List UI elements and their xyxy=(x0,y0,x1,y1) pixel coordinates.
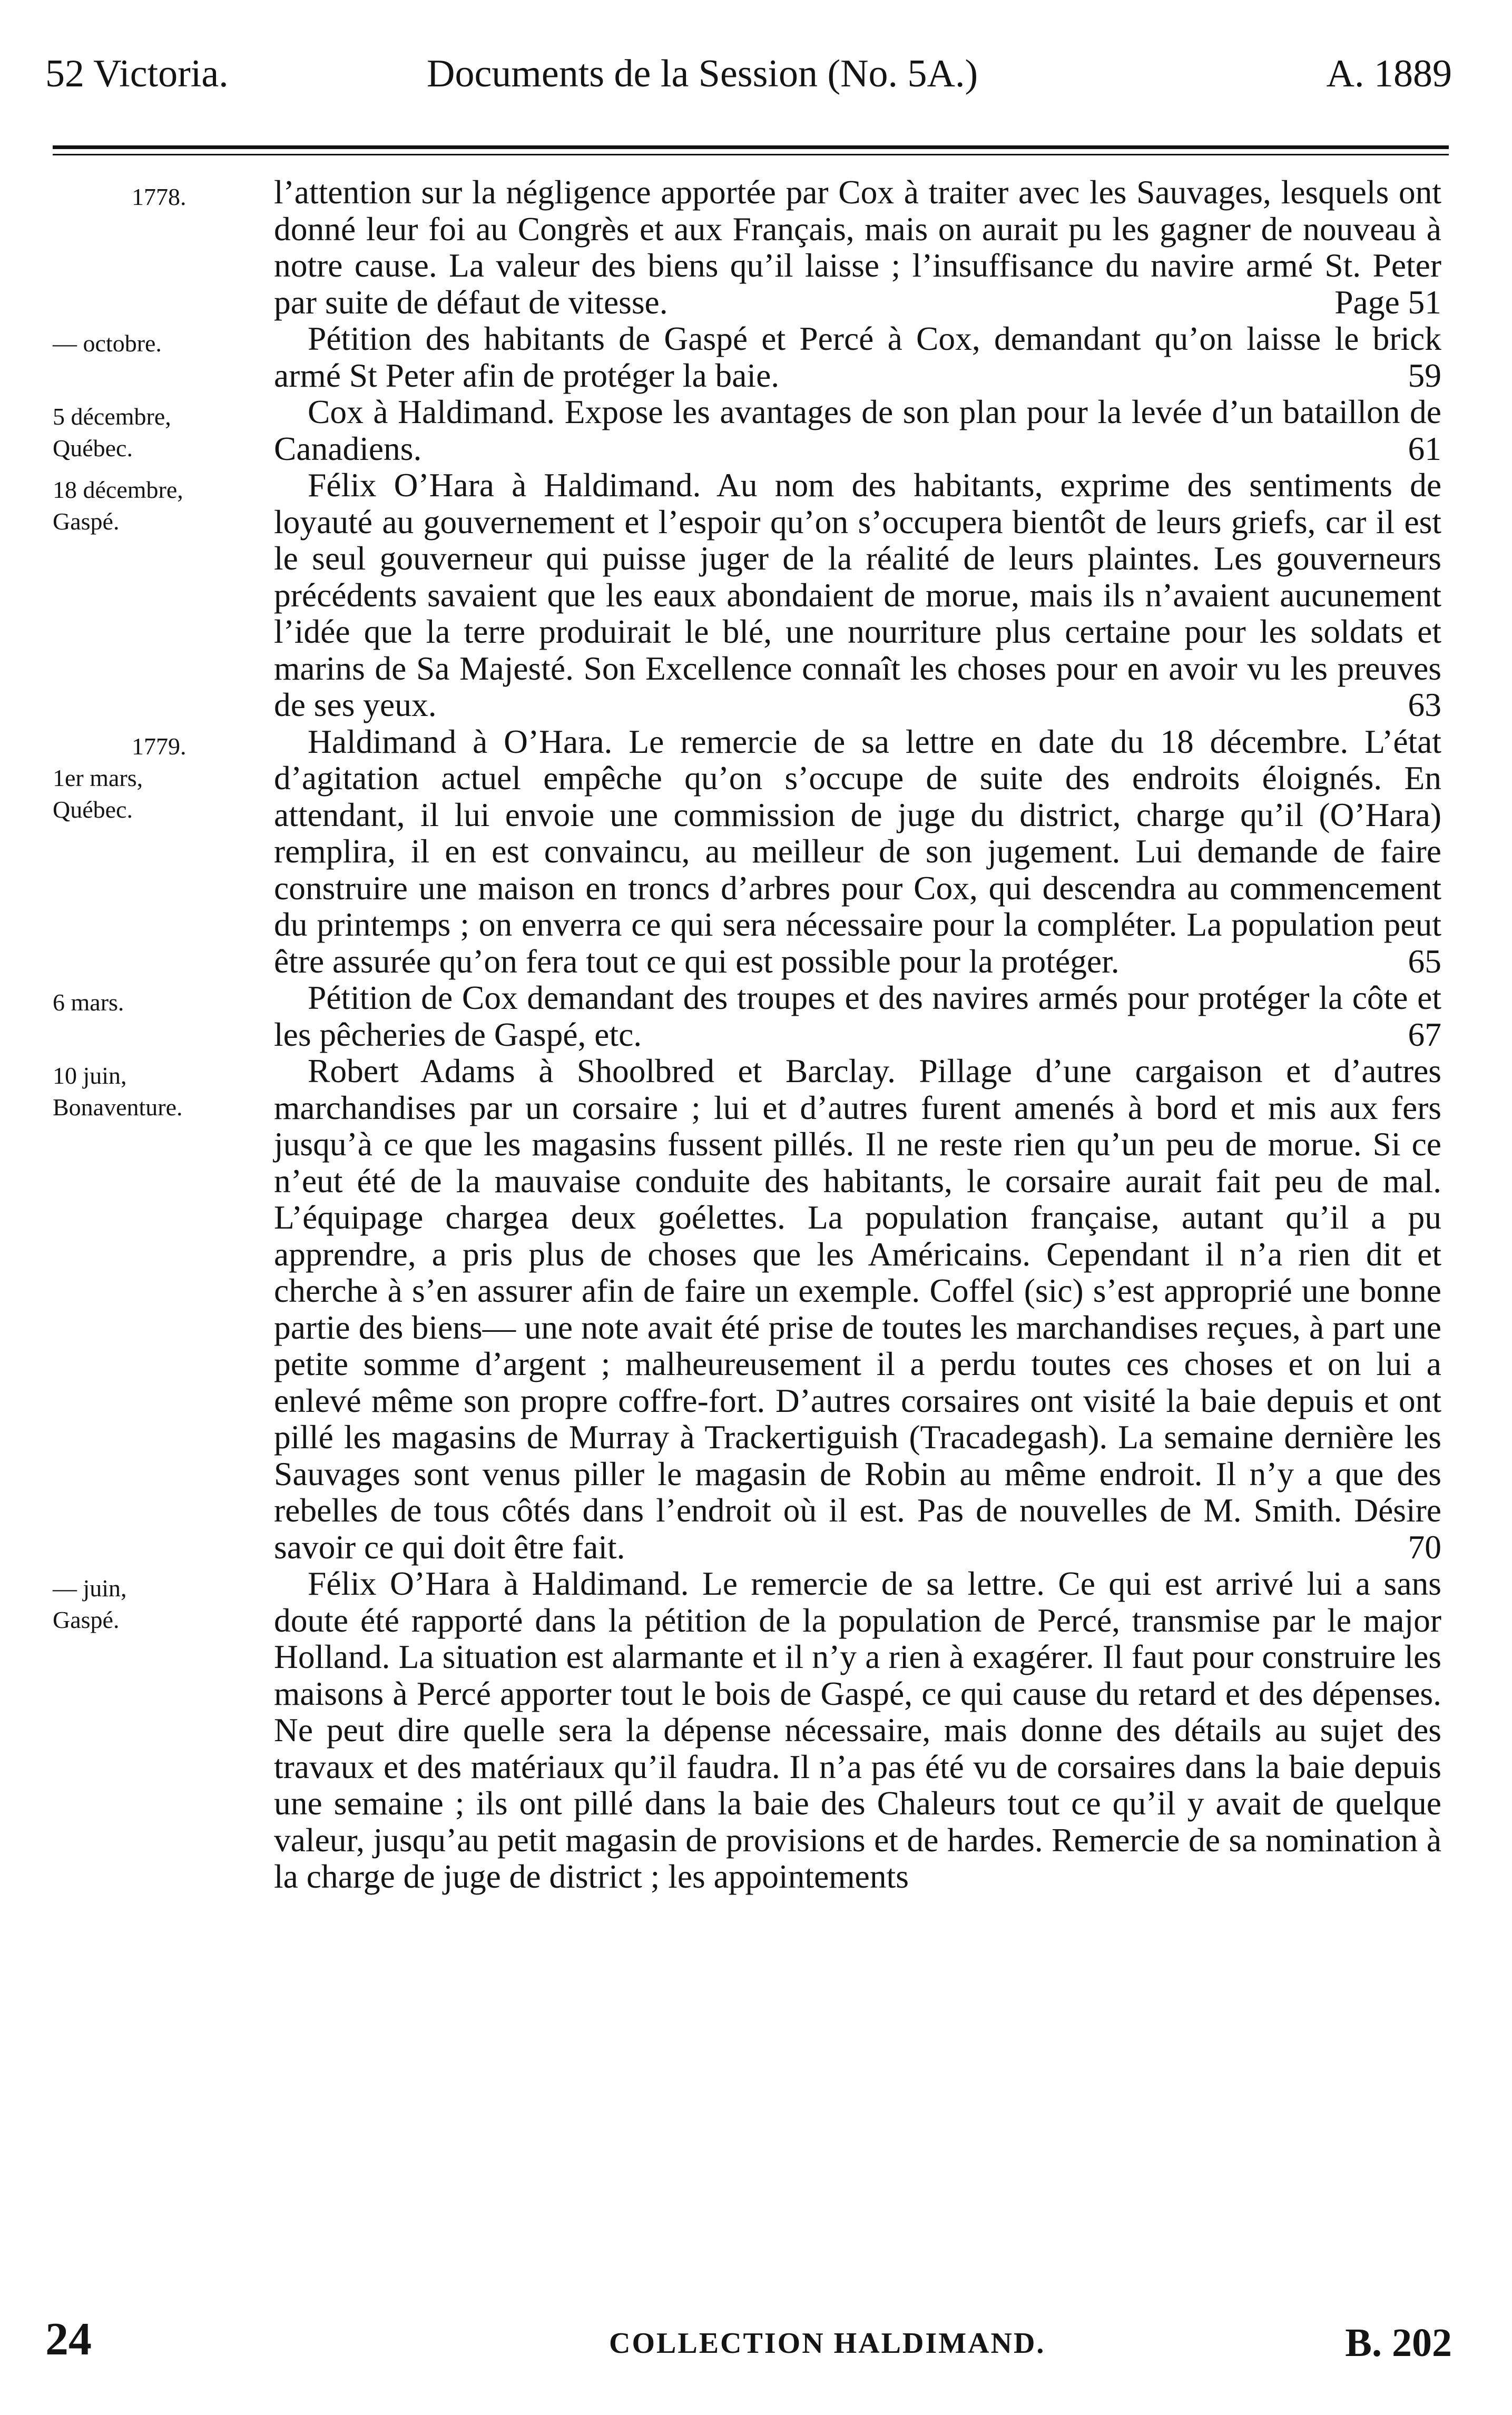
entry-margin xyxy=(53,723,274,980)
entry-text-block xyxy=(274,979,1441,1053)
entry-text-block xyxy=(274,1053,1441,1565)
page-footer xyxy=(45,2313,1452,2371)
entry-margin xyxy=(53,394,274,467)
entry-margin xyxy=(53,174,274,320)
entry-text: Félix O’Hara à Haldimand. Le remercie de sa lettre. Ce qui est arrivé lui a sans doute été rapporté dans la pétition de la population de Percé, transmise par le major Holland. La situation est alarmante et il n’y a rien à exagérer. Il faut pour construire les maisons à Percé apporter tout le bois de Gaspé, ce qui cause du retard et des dépenses. Ne peut dire quelle sera la dépense nécessaire, mais donne des détails au sujet des travaux et des matériaux qu’il faudra. Il n’a pas été vu de corsaires dans la baie depuis une semaine ; ils ont pillé dans la baie des Chaleurs tout ce qu’il y avait de quelque valeur, jusqu’au petit magasin de provisions et de hardes. Remercie de sa nomination à la charge de juge de district ; les appointements xyxy=(274,1565,1441,1895)
entry-page-ref: 59 xyxy=(1408,356,1441,394)
entry-text-block xyxy=(274,467,1441,723)
calendar-entries xyxy=(53,174,1441,1895)
header-year: A. 1889 xyxy=(1326,52,1452,95)
calendar-entry xyxy=(53,1565,1441,1895)
calendar-entry xyxy=(53,174,1441,320)
entry-text-block xyxy=(274,723,1441,980)
entry-text-block xyxy=(274,320,1441,394)
entry-text: Pétition des habitants de Gaspé et Percé à Cox, demandant qu’on laisse le brick armé St Peter afin de protéger la baie. xyxy=(274,320,1441,394)
entry-place: Québec. xyxy=(53,435,133,462)
entry-page-ref: 63 xyxy=(1408,686,1441,723)
entry-margin xyxy=(53,1053,274,1565)
entry-date: 1er mars, xyxy=(53,764,143,791)
collection-name: COLLECTION HALDIMAND. xyxy=(609,2327,1046,2360)
entry-date: 18 décembre, xyxy=(53,476,183,503)
calendar-entry xyxy=(53,467,1441,723)
entry-text-block xyxy=(274,394,1441,467)
header-rule-thick xyxy=(53,145,1449,149)
entry-text-block xyxy=(274,174,1441,320)
entry-text: Haldimand à O’Hara. Le remercie de sa lettre en date du 18 décembre. L’état d’agitation actuel empêche qu’on s’occupe de suite des endroits éloignés. En attendant, il lui envoie une commission de juge du district, charge qu’il (O’Hara) remplira, il en est convaincu, au meilleur de son jugement. Lui demande de faire construire une maison en troncs d’arbres pour Cox, qui descendra au commencement du printemps ; on enverra ce qui sera nécessaire pour la compléter. La population peut être assurée qu’on fera tout ce qui est possible pour la protéger. xyxy=(274,722,1441,980)
entry-page-ref: 61 xyxy=(1408,429,1441,467)
entry-place: Gaspé. xyxy=(53,1606,120,1633)
entry-text: Pétition de Cox demandant des troupes et des navires armés pour protéger la côte et les pêcheries de Gaspé, etc. xyxy=(274,979,1441,1053)
archive-reference: B. 202 xyxy=(1345,2321,1452,2365)
entry-page-ref: 67 xyxy=(1408,1015,1441,1053)
entry-margin xyxy=(53,320,274,394)
entry-margin xyxy=(53,467,274,723)
entry-margin xyxy=(53,979,274,1053)
entry-year: 1778. xyxy=(132,183,186,210)
entry-year: 1779. xyxy=(132,732,186,760)
entry-place: Bonaventure. xyxy=(53,1094,183,1121)
entry-text: Félix O’Hara à Haldimand. Au nom des habitants, exprime des sentiments de loyauté au gouvernement et l’espoir qu’on s’occupera bientôt de leurs griefs, car il est le seul gouverneur qui puisse juger de la réalité de leurs plaintes. Les gouverneurs précédents savaient que les eaux abondaient de morue, mais ils n’avaient aucunement l’idée que la terre produirait le blé, une nourriture plus certaine pour les soldats et marins de Sa Majesté. Son Excellence connaît les choses pour en avoir vu les preuves de ses yeux. xyxy=(274,466,1441,723)
page-number: 24 xyxy=(45,2314,92,2365)
calendar-entry xyxy=(53,1053,1441,1565)
entry-text: l’attention sur la négligence apportée par Cox à traiter avec les Sauvages, lesquels ont donné leur foi au Congrès et aux Français, mais on aurait pu les gagner de nouveau à notre cause. La valeur des biens qu’il laisse ; l’insuffisance du navire armé St. Peter par suite de défaut de vitesse. xyxy=(274,173,1441,321)
entry-place: Gaspé. xyxy=(53,508,120,535)
entry-date: 5 décembre, xyxy=(53,403,171,430)
header-volume: 52 Victoria. xyxy=(45,52,229,95)
calendar-entry xyxy=(53,394,1441,467)
entry-text: Cox à Haldimand. Expose les avantages de son plan pour la levée d’un bataillon de Canadiens. xyxy=(274,393,1441,467)
entry-page-ref: 65 xyxy=(1408,942,1441,980)
calendar-entry xyxy=(53,979,1441,1053)
entry-date: 10 juin, xyxy=(53,1062,127,1089)
running-header xyxy=(45,46,1452,104)
entry-date: — juin, xyxy=(53,1575,127,1602)
entry-margin xyxy=(53,1565,274,1895)
entry-page-ref: Page 51 xyxy=(1334,283,1441,321)
calendar-entry xyxy=(53,320,1441,394)
entry-text: Robert Adams à Shoolbred et Barclay. Pillage d’une cargaison et d’autres marchandises par un corsaire ; lui et d’autres furent amenés à bord et mis aux fers jusqu’à ce que les magasins fussent pillés. Il ne reste rien qu’un peu de morue. Si ce n’eut été de la mauvaise conduite des habitants, le corsaire aurait fait peu de mal. L’équipage chargea deux goélettes. La population française, autant qu’il a pu apprendre, a pris plus de choses que les Américains. Cependant il n’a rien dit et cherche à s’en assurer afin de faire un exemple. Coffel (sic) s’est approprié une bonne partie des biens— une note avait été prise de toutes les marchandises reçues, à part une petite somme d’argent ; malheureusement il a perdu toutes ces choses et on lui a enlevé même son propre coffre-fort. D’autres corsaires ont visité la baie depuis et ont pillé les magasins de Murray à Trackertiguish (Tracadegash). La semaine dernière les Sauvages sont venus piller le magasin de Robin au même endroit. Il n’y a que des rebelles de tous côtés dans l’endroit où il est. Pas de nouvelles de M. Smith. Désire savoir ce qui doit être fait. xyxy=(274,1052,1441,1566)
header-rule-thin xyxy=(53,154,1449,155)
entry-place: Québec. xyxy=(53,796,133,823)
calendar-entry xyxy=(53,723,1441,980)
entry-page-ref: 70 xyxy=(1408,1528,1441,1566)
entry-text-block xyxy=(274,1565,1441,1895)
entry-date: 6 mars. xyxy=(53,989,124,1016)
header-title: Documents de la Session (No. 5A.) xyxy=(427,52,978,95)
entry-date: — octobre. xyxy=(53,330,162,357)
